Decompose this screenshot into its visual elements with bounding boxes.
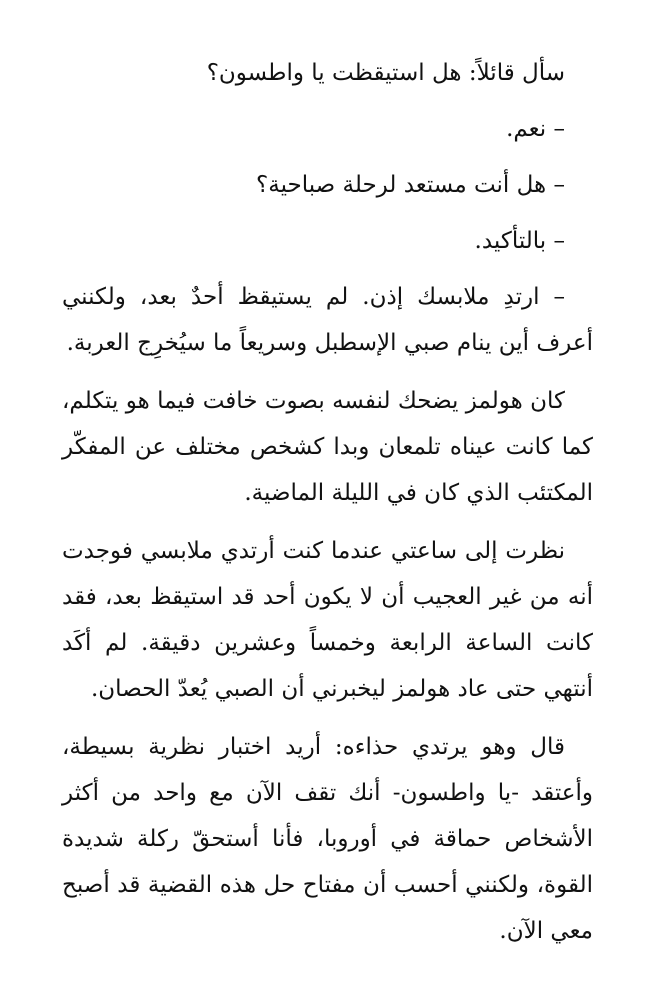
paragraph-6: كان هولمز يضحك لنفسه بصوت خافت فيما هو يتكلم، كما كانت عيناه تلمعان وبدا كشخص مختلف عن المفكّر المكتئب الذي كان في الليلة الماضية.	[62, 388, 593, 506]
paragraph-4: – بالتأكيد.	[474, 228, 565, 254]
paragraph-3: – هل أنت مستعد لرحلة صباحية؟	[256, 172, 565, 198]
paragraph-1: سأل قائلاً: هل استيقظت يا واطسون؟	[206, 60, 565, 86]
paragraph-8: قال وهو يرتدي حذاءه: أريد اختبار نظرية بسيطة، وأعتقد -يا واطسون- أنك تقف الآن مع واحد من أكثر الأشخاص حماقة في أوروبا، فأنا أستحقّ ركلة شديدة القوة، ولكنني أحسب أن مفتاح حل هذه القضية قد أصبح معي الآن.	[62, 734, 593, 944]
paragraph-2: – نعم.	[506, 116, 565, 142]
paragraph-7: نظرت إلى ساعتي عندما كنت أرتدي ملابسي فوجدت أنه من غير العجيب أن لا يكون أحد قد استيقظ بعد، فقد كانت الساعة الرابعة وخمساً وعشرين دقيقة. لم أكَد أنتهي حتى عاد هولمز ليخبرني أن الصبي يُعدّ الحصان.	[62, 538, 593, 702]
paragraph-5: – ارتدِ ملابسك إذن. لم يستيقظ أحدٌ بعد، ولكنني أعرف أين ينام صبي الإسطبل وسريعاً ما سيُخرِج العربة.	[62, 284, 593, 356]
